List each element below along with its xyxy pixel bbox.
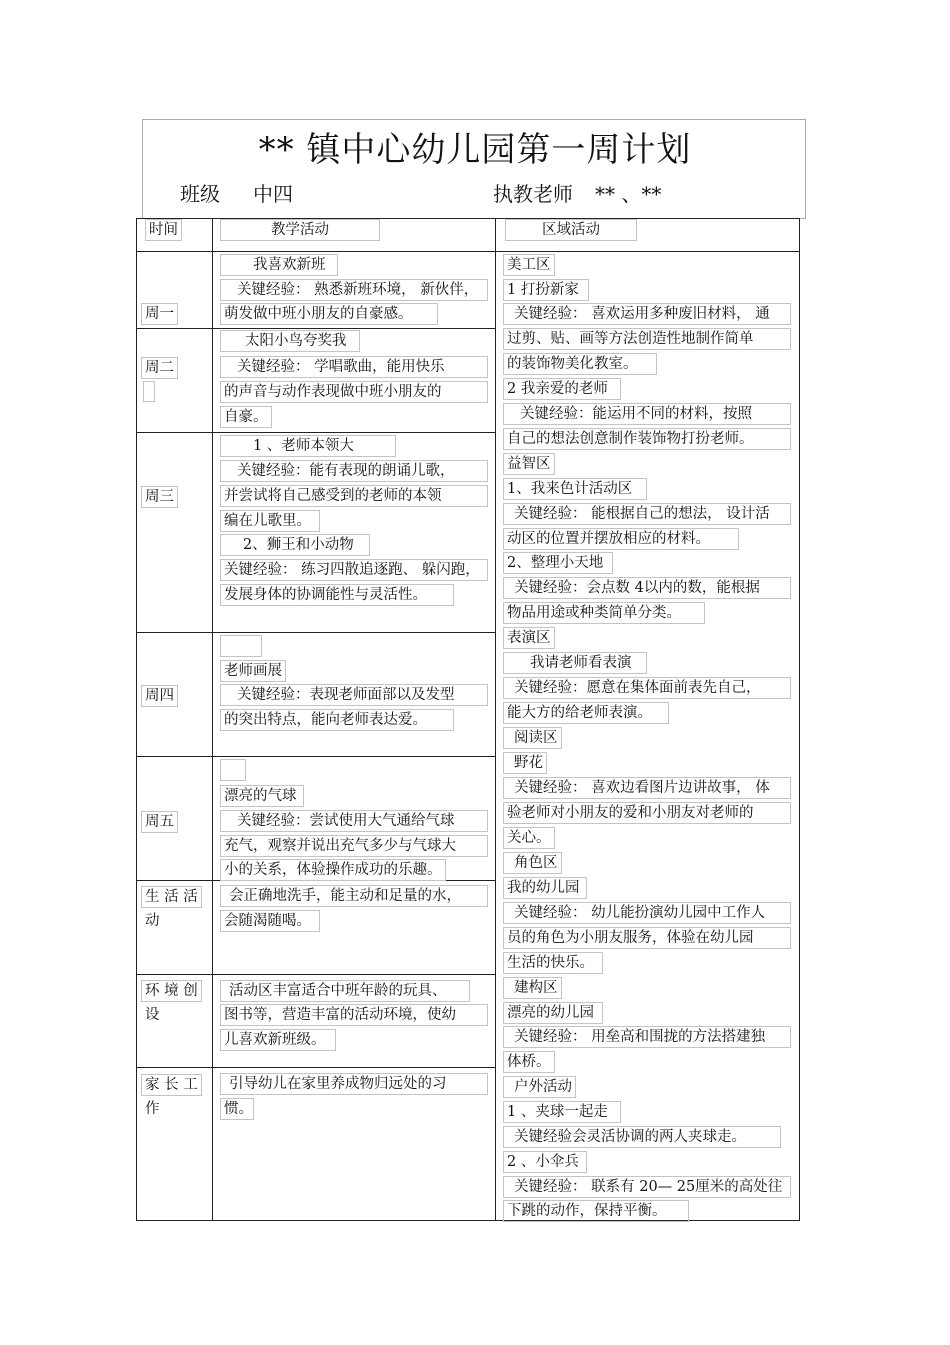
row-divider-tue — [136, 432, 496, 433]
reading-line-2: 验老师对小朋友的爱和小朋友对老师的 — [503, 802, 791, 824]
puzzle-line-2: 动区的位置并摆放相应的材料。 — [503, 528, 739, 550]
area-role: 角色区 — [503, 852, 562, 874]
table-header-divider — [136, 251, 800, 252]
art-line-2: 过剪、贴、画等方法创造性地制作简单 — [503, 328, 791, 350]
life-line-2: 会随渴随喝。 — [220, 910, 320, 932]
puzzle-line-3: 关键经验：会点数 4以内的数，能根据 — [503, 577, 791, 599]
thu-line-1: 关键经验：表现老师面部以及发型 — [220, 684, 488, 706]
role-line-2: 员的角色为小朋友服务，体验在幼儿园 — [503, 927, 791, 949]
fri-line-1: 关键经验：尝试使用大气通给气球 — [220, 810, 488, 832]
area-puzzle: 益智区 — [503, 453, 555, 475]
life-line-1: 会正确地洗手，能主动和足量的水， — [220, 885, 488, 907]
reading-line-1: 关键经验： 喜欢边看图片边讲故事， 体 — [503, 777, 791, 799]
outdoor-line-2: 关键经验： 联系有 20— 25厘米的高处往 — [503, 1176, 791, 1198]
table-col-divider-1 — [212, 218, 213, 1221]
row-label-fri: 周五 — [141, 811, 178, 833]
row-label-thu: 周四 — [141, 685, 178, 707]
row-label-wed: 周三 — [141, 486, 178, 508]
teacher-value: ** 、** — [595, 182, 662, 206]
art-line-5: 自己的想法创意制作装饰物打扮老师。 — [503, 428, 791, 450]
wed-line-1: 关键经验：能有表现的朗诵儿歌， — [220, 460, 488, 482]
performance-line-2: 能大方的给老师表演。 — [503, 702, 669, 724]
building-line-2: 体桥。 — [503, 1051, 555, 1073]
mon-title: 我喜欢新班 — [220, 254, 338, 276]
wed-title-2: 2、狮王和小动物 — [220, 534, 370, 556]
outdoor-title-2: 2 、小伞兵 — [503, 1151, 587, 1173]
wed-line-2: 并尝试将自己感受到的老师的本领 — [220, 485, 488, 507]
env-line-1: 活动区丰富适合中班年龄的玩具、 — [220, 980, 470, 1002]
empty-box — [220, 635, 262, 657]
role-line-1: 关键经验： 幼儿能扮演幼儿园中工作人 — [503, 902, 791, 924]
empty-box — [143, 381, 155, 402]
art-title-2: 2 我亲爱的老师 — [503, 378, 621, 400]
page-title: ** 镇中心幼儿园第一周计划 — [258, 130, 692, 170]
thu-line-2: 的突出特点，能向老师表达爱。 — [220, 709, 454, 731]
building-line-1: 关键经验： 用垒高和围拢的方法搭建独 — [503, 1026, 791, 1048]
header-area: 区域活动 — [505, 219, 637, 241]
puzzle-title-1: 1、我来色计活动区 — [503, 478, 647, 500]
art-title-1: 1 打扮新家 — [503, 279, 589, 301]
area-building: 建构区 — [503, 977, 562, 999]
header-time: 时间 — [145, 219, 182, 241]
tue-line-1: 关键经验： 学唱歌曲，能用快乐 — [220, 356, 488, 378]
row-label-life-2: 动 — [145, 913, 160, 929]
empty-box — [220, 759, 246, 781]
row-label-env-2: 设 — [145, 1007, 160, 1023]
tue-title: 太阳小鸟夸奖我 — [220, 330, 360, 352]
performance-title: 我请老师看表演 — [503, 652, 647, 674]
reading-title: 野花 — [503, 752, 547, 774]
fri-title: 漂亮的气球 — [220, 785, 304, 807]
outdoor-line-3: 下跳的动作，保持平衡。 — [503, 1200, 689, 1222]
thu-title: 老师画展 — [220, 660, 286, 682]
parent-line-2: 惯。 — [220, 1098, 254, 1120]
tue-line-3: 自豪。 — [220, 406, 272, 428]
table-border-bottom — [136, 1220, 800, 1221]
row-divider-thu — [136, 756, 496, 757]
row-divider-life — [136, 974, 496, 975]
row-label-life-1: 生 活 活 — [141, 886, 202, 908]
row-label-env-1: 环 境 创 — [141, 980, 202, 1002]
wed-line-5: 发展身体的协调能性与灵活性。 — [220, 584, 454, 606]
teacher-label: 执教老师 — [493, 182, 573, 206]
building-title: 漂亮的幼儿园 — [503, 1002, 603, 1024]
puzzle-title-2: 2、整理小天地 — [503, 552, 613, 574]
area-reading: 阅读区 — [503, 727, 562, 749]
row-label-mon: 周一 — [141, 303, 178, 325]
area-outdoor: 户外活动 — [503, 1076, 576, 1098]
row-divider-env — [136, 1067, 496, 1068]
row-label-parent-1: 家 长 工 — [141, 1074, 202, 1096]
row-divider-wed — [136, 632, 496, 633]
role-line-3: 生活的快乐。 — [503, 952, 603, 974]
class-label: 班级 — [180, 182, 220, 206]
wed-line-4: 关键经验： 练习四散追逐跑、 躲闪跑， — [220, 559, 488, 581]
header-teaching: 教学活动 — [220, 219, 380, 241]
row-label-parent-2: 作 — [145, 1101, 160, 1117]
art-line-1: 关键经验： 喜欢运用多种废旧材料， 通 — [503, 303, 791, 325]
fri-line-2: 充气，观察并说出充气多少与气球大 — [220, 835, 488, 857]
puzzle-line-4: 物品用途或种类简单分类。 — [503, 602, 705, 624]
env-line-3: 儿喜欢新班级。 — [220, 1029, 336, 1051]
table-col-divider-2 — [495, 218, 496, 1221]
tue-line-2: 的声音与动作表现做中班小朋友的 — [220, 381, 488, 403]
row-label-tue: 周二 — [141, 357, 178, 379]
puzzle-line-1: 关键经验： 能根据自己的想法， 设计活 — [503, 503, 791, 525]
mon-line-1: 关键经验： 熟悉新班环境， 新伙伴， — [220, 279, 488, 301]
art-line-4: 关键经验：能运用不同的材料，按照 — [503, 403, 791, 425]
outdoor-line-1: 关键经验会灵活协调的两人夹球走。 — [503, 1126, 781, 1148]
role-title: 我的幼儿园 — [503, 877, 587, 899]
area-performance: 表演区 — [503, 627, 555, 649]
performance-line-1: 关键经验：愿意在集体面前表先自己， — [503, 677, 791, 699]
row-divider-mon — [136, 328, 496, 329]
env-line-2: 图书等，营造丰富的活动环境，使幼 — [220, 1004, 488, 1026]
art-line-3: 的装饰物美化教室。 — [503, 353, 657, 375]
reading-line-3: 关心。 — [503, 827, 555, 849]
wed-title-1: 1 、老师本领大 — [220, 435, 396, 457]
table-border-right — [799, 218, 800, 1221]
table-border-left — [136, 218, 137, 1221]
area-art: 美工区 — [503, 254, 555, 276]
class-value: 中四 — [253, 182, 293, 206]
outdoor-title-1: 1 、夹球一起走 — [503, 1101, 621, 1123]
mon-line-2: 萌发做中班小朋友的自豪感。 — [220, 303, 438, 325]
fri-line-3: 小的关系，体验操作成功的乐趣。 — [220, 859, 446, 881]
parent-line-1: 引导幼儿在家里养成物归远处的习 — [220, 1073, 488, 1095]
wed-line-3: 编在儿歌里。 — [220, 510, 320, 532]
